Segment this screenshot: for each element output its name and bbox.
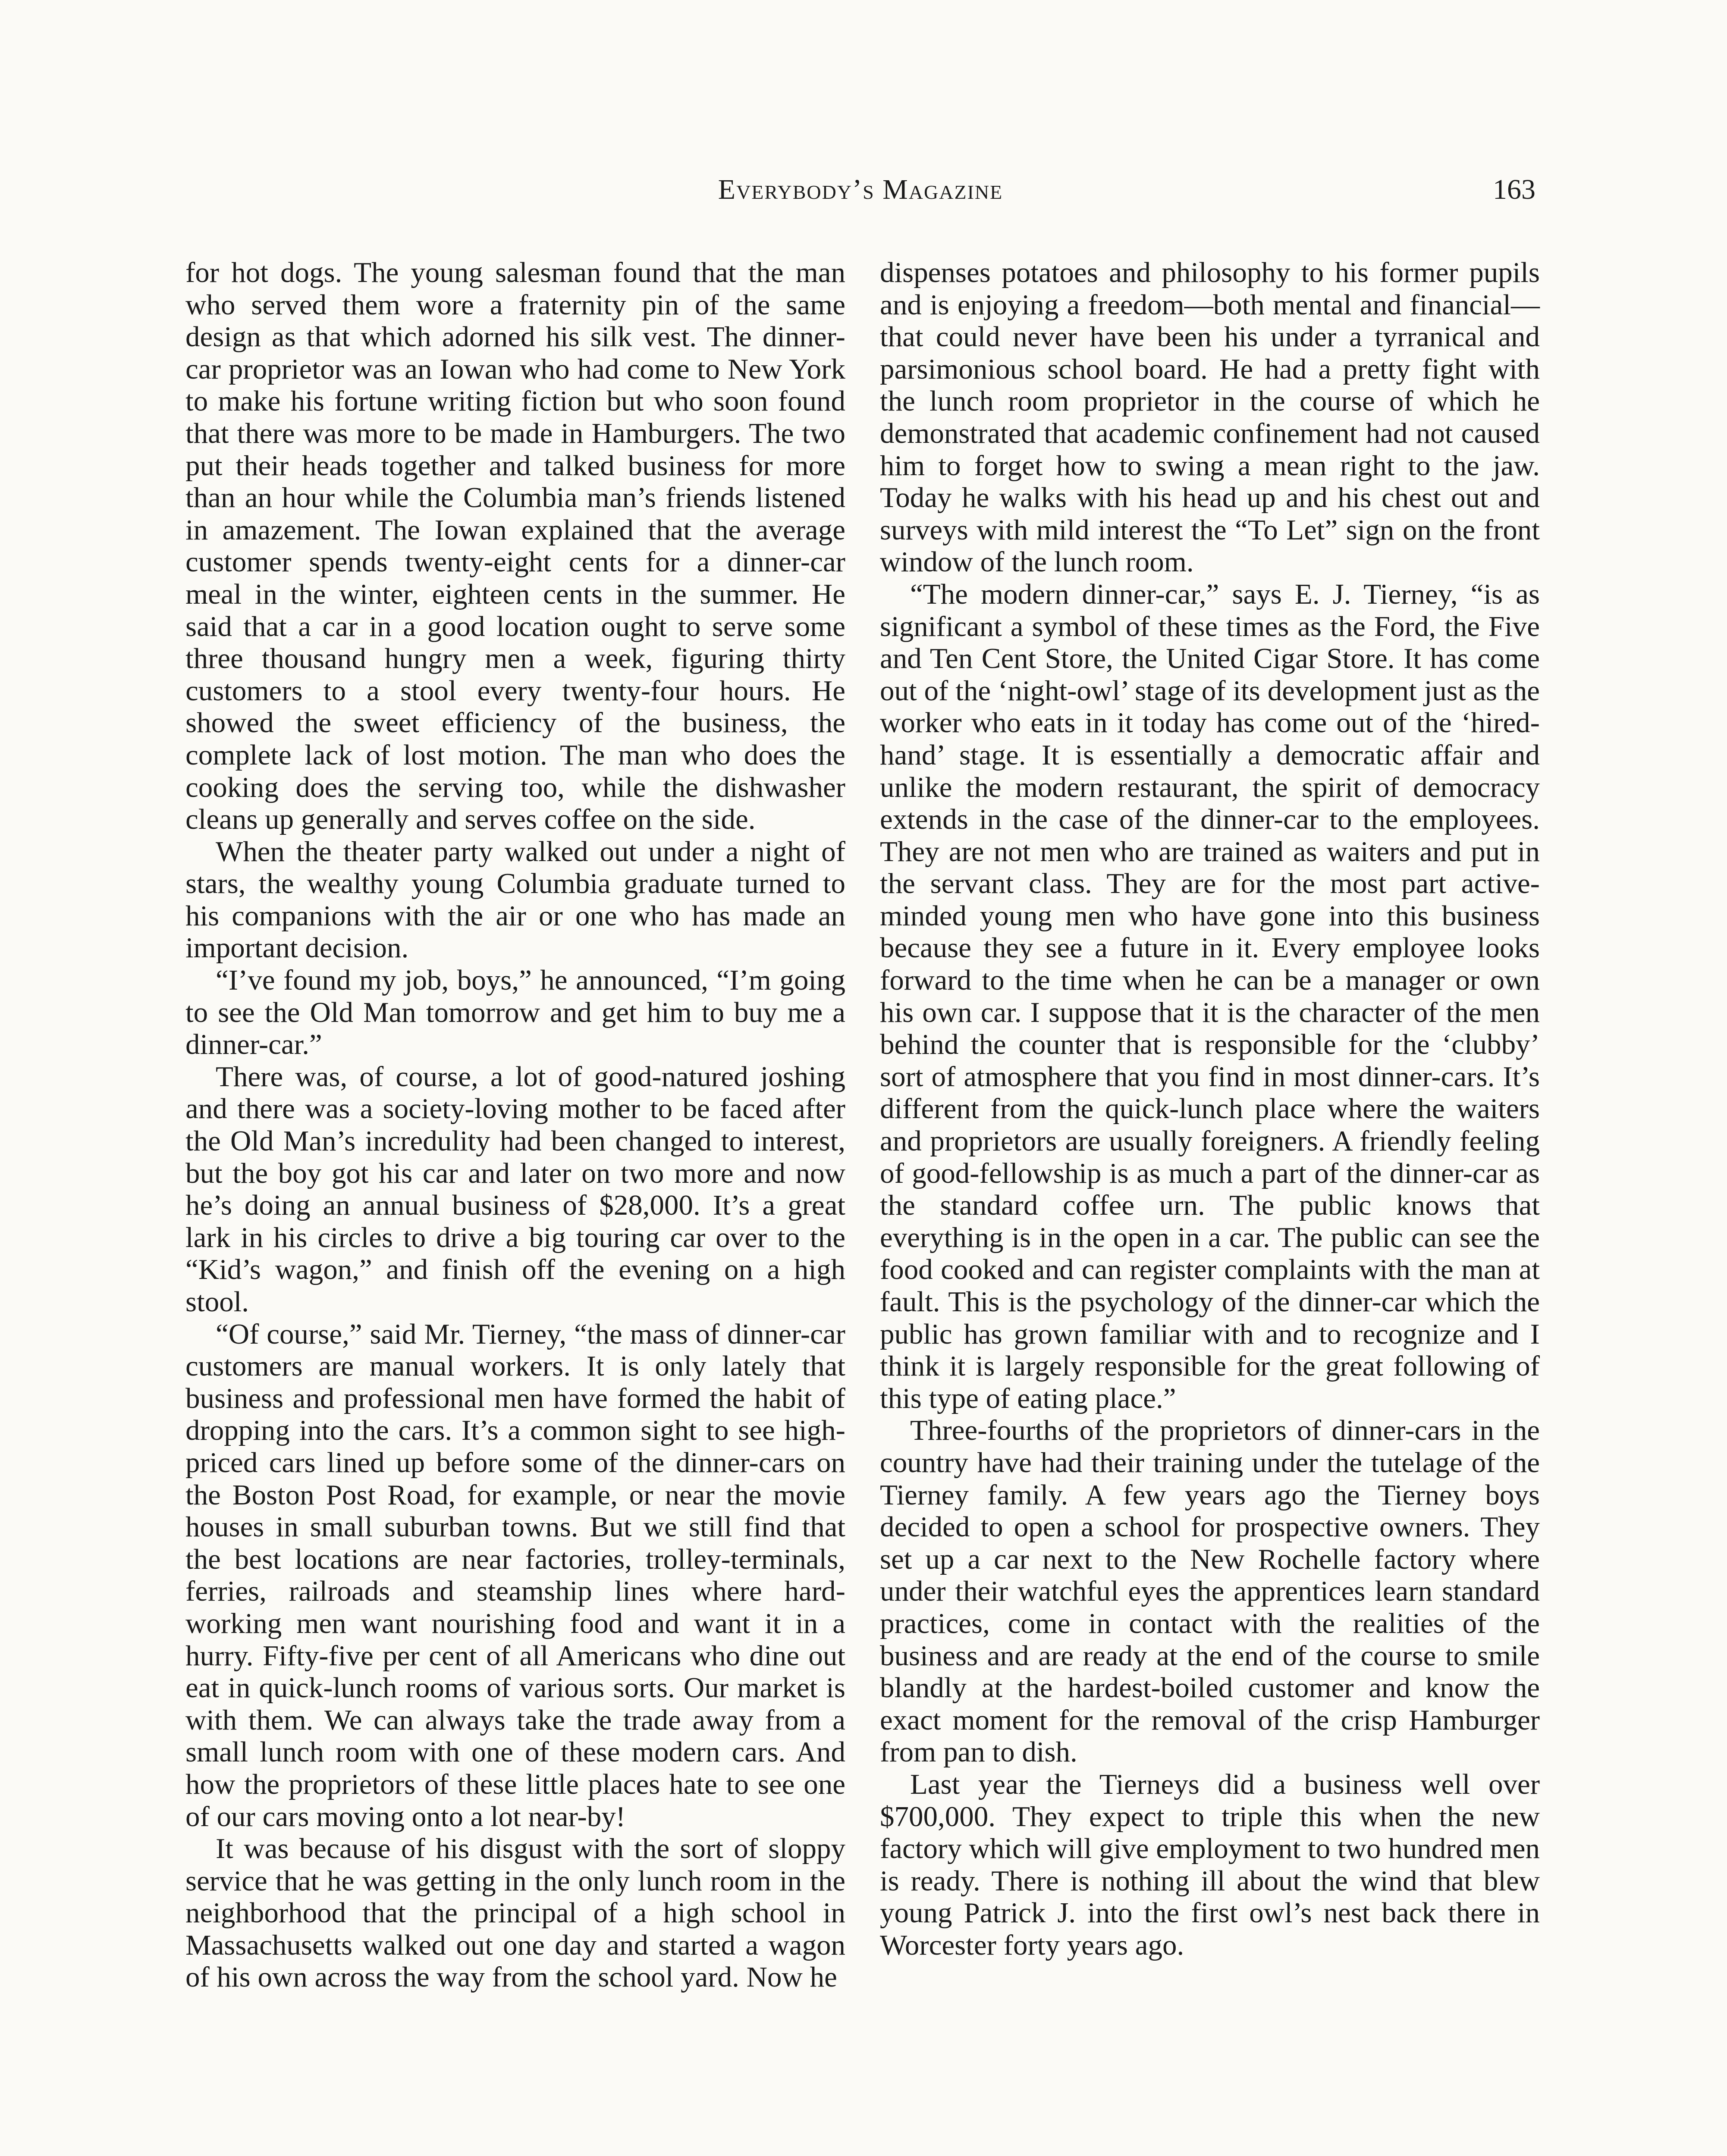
paragraph: “I’ve found my job, boys,” he announced, “I’m going to see the Old Man tomorrow and get him to buy me a dinner-car.” bbox=[185, 964, 845, 1061]
paragraph: dispenses potatoes and philosophy to his former pupils and is enjoying a freedom—both mental and financial—that could never have been his under a tyrranical and parsimonious school board. He had a pretty fight with the lunch room proprietor in the course of which he demonstrated that academic confinement had not caused him to forget how to swing a mean right to the jaw. Today he walks with his head up and his chest out and surveys with mild interest the “To Let” sign on the front window of the lunch room. bbox=[880, 257, 1540, 578]
paragraph: There was, of course, a lot of good-natured joshing and there was a society-loving mother to be faced after the Old Man’s incredulity had been changed to interest, but the boy got his car and later on two more and now he’s doing an annual business of $28,000. It’s a great lark in his circles to drive a big touring car over to the “Kid’s wagon,” and finish off the evening on a high stool. bbox=[185, 1060, 845, 1318]
paragraph: It was because of his disgust with the sort of sloppy service that he was getting in the only lunch room in the neighborhood that the principal of a high school in Massachusetts walked out one day and started a wagon of his own across the way from the school yard. Now he bbox=[185, 1833, 845, 1993]
left-column bbox=[185, 257, 845, 1993]
page-number: 163 bbox=[1493, 174, 1535, 205]
paragraph: Three-fourths of the proprietors of dinner-cars in the country have had their training under the tutelage of the Tierney family. A few years ago the Tierney boys decided to open a school for prospective owners. They set up a car next to the New Rochelle factory where under their watchful eyes the apprentices learn standard practices, come in contact with the realities of the business and are ready at the end of the course to smile blandly at the hardest-boiled customer and know the exact moment for the removal of the crisp Hamburger from pan to dish. bbox=[880, 1414, 1540, 1768]
paragraph: “Of course,” said Mr. Tierney, “the mass of dinner-car customers are manual workers. It is only lately that business and professional men have formed the habit of dropping into the cars. It’s a common sight to see high-priced cars lined up before some of the dinner-cars on the Boston Post Road, for example, or near the movie houses in small suburban towns. But we still find that the best locations are near factories, trolley-terminals, ferries, railroads and steamship lines where hard-working men want nourishing food and want it in a hurry. Fifty-five per cent of all Americans who dine out eat in quick-lunch rooms of various sorts. Our market is with them. We can always take the trade away from a small lunch room with one of these modern cars. And how the proprietors of these little places hate to see one of our cars moving onto a lot near-by! bbox=[185, 1318, 845, 1833]
running-header bbox=[185, 173, 1535, 225]
paragraph: Last year the Tierneys did a business well over $700,000. They expect to triple this when the new factory which will give employment to two hundred men is ready. There is nothing ill about the wind that blew young Patrick J. into the first owl’s nest back there in Worcester forty years ago. bbox=[880, 1768, 1540, 1961]
magazine-title: Everybody’s Magazine bbox=[718, 174, 1003, 205]
paragraph: “The modern dinner-car,” says E. J. Tierney, “is as significant a symbol of these times as the Ford, the Five and Ten Cent Store, the United Cigar Store. It has come out of the ‘night-owl’ stage of its development just as the worker who eats in it today has come out of the ‘hired-hand’ stage. It is essentially a democratic affair and unlike the modern restaurant, the spirit of democracy extends in the case of the dinner-car to the employees. They are not men who are trained as waiters and put in the servant class. They are for the most part active-minded young men who have gone into this business because they see a future in it. Every employee looks forward to the time when he can be a manager or own his own car. I suppose that it is the character of the men behind the counter that is responsible for the ‘clubby’ sort of atmosphere that you find in most dinner-cars. It’s different from the quick-lunch place where the waiters and proprietors are usually foreigners. A friendly feeling of good-fellowship is as much a part of the dinner-car as the standard coffee urn. The public knows that everything is in the open in a car. The public can see the food cooked and can register complaints with the man at fault. This is the psychology of the dinner-car which the public has grown familiar with and to recognize and I think it is largely responsible for the great following of this type of eating place.” bbox=[880, 578, 1540, 1414]
paragraph: When the theater party walked out under a night of stars, the wealthy young Columbia graduate turned to his companions with the air or one who has made an important decision. bbox=[185, 835, 845, 964]
paragraph: for hot dogs. The young salesman found that the man who served them wore a fraternity pin of the same design as that which adorned his silk vest. The dinner-car proprietor was an Iowan who had come to New York to make his fortune writing fiction but who soon found that there was more to be made in Hamburgers. The two put their heads together and talked business for more than an hour while the Columbia man’s friends listened in amazement. The Iowan explained that the average customer spends twenty-eight cents for a dinner-car meal in the winter, eighteen cents in the summer. He said that a car in a good location ought to serve some three thousand hungry men a week, figuring thirty customers to a stool every twenty-four hours. He showed the sweet efficiency of the business, the complete lack of lost motion. The man who does the cooking does the serving too, while the dishwasher cleans up generally and serves coffee on the side. bbox=[185, 257, 845, 836]
right-column bbox=[880, 257, 1540, 1961]
